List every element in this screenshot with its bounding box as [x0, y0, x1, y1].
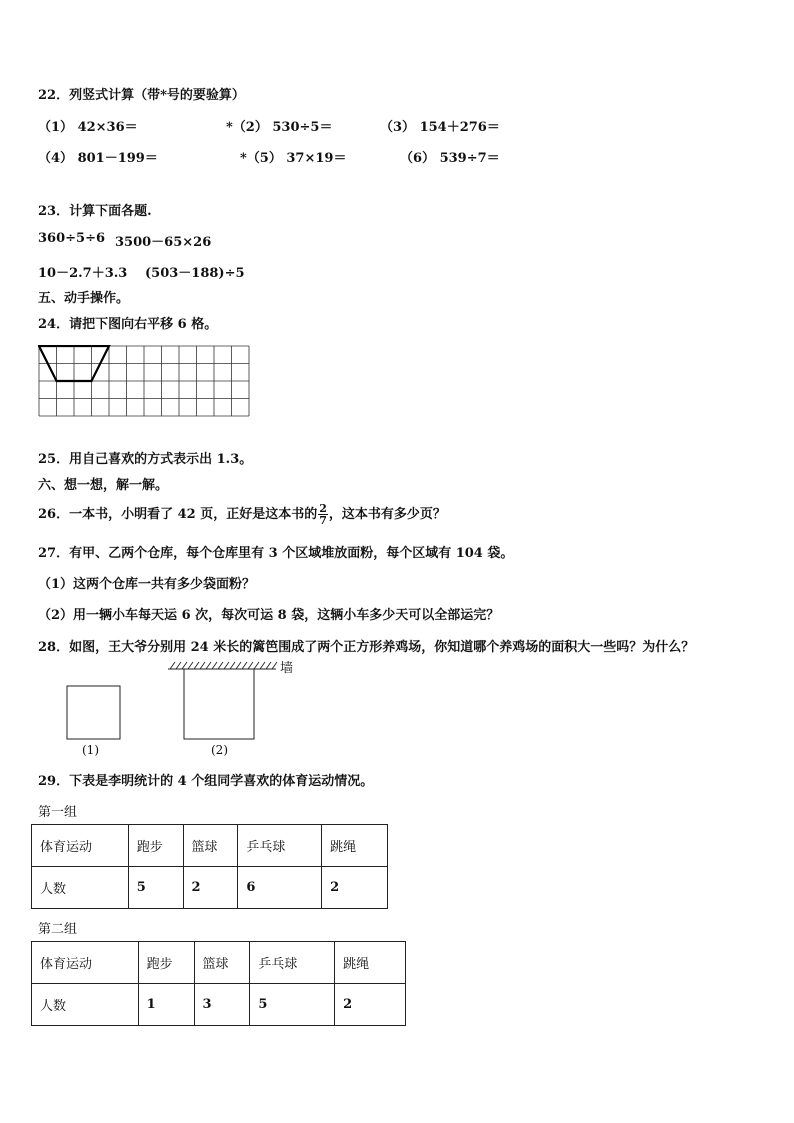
section-6-heading: 六、想一想，解一解。 — [38, 478, 169, 493]
wall-hatch-mark — [266, 662, 271, 669]
figure-2-label: (2) — [211, 743, 228, 757]
header-cell: 体育运动 — [32, 825, 129, 867]
wall-hatch-mark — [236, 662, 241, 669]
header-cell: 乒乓球 — [250, 942, 335, 984]
value-cell: 6 — [238, 867, 322, 909]
group-1-table — [31, 824, 388, 909]
wall-hatch-mark — [182, 662, 187, 669]
q22-item-2: *（2） 530÷5＝ — [226, 120, 333, 135]
value-cell: 3 — [194, 984, 250, 1026]
value-cell: 5 — [250, 984, 335, 1026]
q23-item-3: 10－2.7＋3.3 — [38, 266, 128, 281]
wall-hatch-mark — [170, 662, 175, 669]
q29-title: 29．下表是李明统计的 4 个组同学喜欢的体育运动情况。 — [38, 774, 374, 789]
square-coop-2 — [184, 669, 254, 739]
q23-item-4: (503－188)÷5 — [145, 266, 245, 281]
q26-text-before: 26．一本书，小明看了 42 页，正好是这本书的 — [38, 507, 318, 522]
chicken-coop-figures — [60, 656, 340, 742]
wall-hatching — [170, 662, 277, 669]
value-cell: 5 — [128, 867, 183, 909]
q23-item-1: 360÷5÷6 — [38, 231, 106, 246]
header-cell: 体育运动 — [32, 942, 139, 984]
group-1-label: 第一组 — [38, 805, 78, 820]
wall-label: 墙 — [280, 661, 294, 676]
q28-title: 28．如图，王大爷分别用 24 米长的篱笆围成了两个正方形养鸡场，你知道哪个养鸡场的面积大一些吗？为什么？ — [38, 640, 695, 655]
q22-item-1: （1） 42×36＝ — [38, 120, 138, 135]
table-row — [32, 984, 406, 1026]
wall-hatch-mark — [212, 662, 217, 669]
q22-item-6: （6） 539÷7＝ — [400, 151, 500, 166]
wall-hatch-mark — [248, 662, 253, 669]
wall-hatch-mark — [194, 662, 199, 669]
wall-hatch-mark — [176, 662, 181, 669]
row-label-cell: 人数 — [32, 867, 129, 909]
value-cell: 2 — [183, 867, 238, 909]
header-cell: 跑步 — [138, 942, 194, 984]
header-cell: 跑步 — [128, 825, 183, 867]
header-cell: 篮球 — [194, 942, 250, 984]
q27-sub-2: （2）用一辆小车每天运 6 次，每次可运 8 袋，这辆小车多少天可以全部运完？ — [38, 608, 500, 623]
header-cell: 乒乓球 — [238, 825, 322, 867]
table-row — [32, 867, 388, 909]
q25-title: 25．用自己喜欢的方式表示出 1.3。 — [38, 452, 253, 467]
value-cell: 2 — [335, 984, 406, 1026]
value-cell: 2 — [322, 867, 388, 909]
group-2-table — [31, 941, 406, 1026]
square-coop-1 — [67, 686, 120, 739]
q22-item-5: *（5） 37×19＝ — [240, 151, 347, 166]
q26-question — [38, 502, 446, 528]
wall-hatch-mark — [272, 662, 277, 669]
q23-title: 23．计算下面各题. — [38, 204, 152, 219]
table-header-row — [32, 825, 388, 867]
table-header-row — [32, 942, 406, 984]
row-label-cell: 人数 — [32, 984, 139, 1026]
q23-item-2: 3500－65×26 — [115, 235, 212, 250]
wall-hatch-mark — [230, 662, 235, 669]
q26-text-after: ，这本书有多少页？ — [328, 507, 446, 522]
q24-title: 24．请把下图向右平移 6 格。 — [38, 317, 218, 332]
value-cell: 1 — [138, 984, 194, 1026]
section-5-heading: 五、动手操作。 — [38, 291, 130, 306]
wall-hatch-mark — [260, 662, 265, 669]
wall-hatch-mark — [188, 662, 193, 669]
header-cell: 篮球 — [183, 825, 238, 867]
q27-sub-1: （1）这两个仓库一共有多少袋面粉？ — [38, 577, 256, 592]
wall-hatch-mark — [254, 662, 259, 669]
q26-fraction — [318, 503, 328, 526]
group-2-label: 第二组 — [38, 922, 78, 937]
figure-1-label: (1) — [82, 743, 99, 757]
q22-item-4: （4） 801－199＝ — [38, 151, 158, 166]
fraction-numerator: 2 — [319, 502, 327, 515]
q27-title: 27．有甲、乙两个仓库，每个仓库里有 3 个区域堆放面粉，每个区域有 104 袋。 — [38, 546, 514, 561]
wall-hatch-mark — [224, 662, 229, 669]
q22-title: 22．列竖式计算（带*号的要验算） — [38, 88, 245, 103]
header-cell: 跳绳 — [322, 825, 388, 867]
translation-grid — [38, 345, 250, 435]
header-cell: 跳绳 — [335, 942, 406, 984]
wall-hatch-mark — [206, 662, 211, 669]
fraction-denominator: 7 — [319, 514, 327, 527]
wall-hatch-mark — [218, 662, 223, 669]
q22-item-3: （3） 154＋276＝ — [380, 120, 500, 135]
wall-hatch-mark — [242, 662, 247, 669]
wall-hatch-mark — [200, 662, 205, 669]
